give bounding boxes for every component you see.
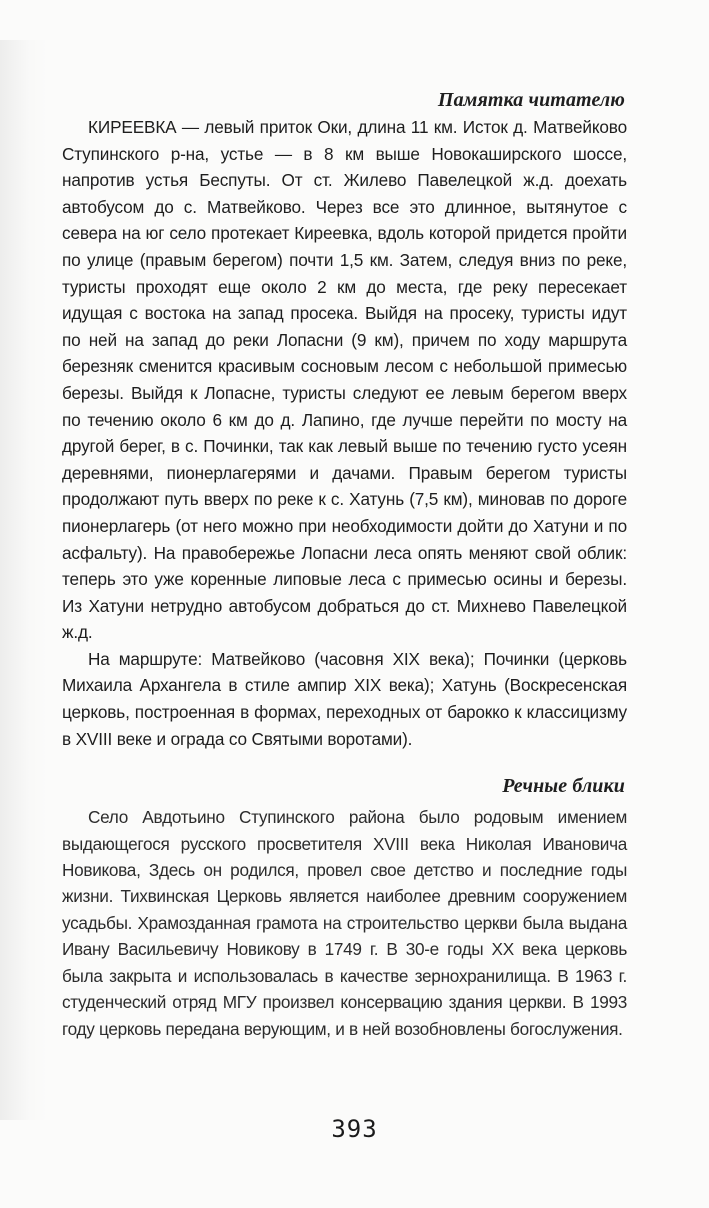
section-heading: Речные блики: [502, 775, 625, 798]
paragraph-route-sights: На маршруте: Матвейково (часовня XIX века); Починки (церковь Михаила Архангела в стиле ампир XIX века); Хатунь (Воскресенская церковь, построенная в формах, переходных от барокко к классицизму в XVIII веке и ограда со Святыми воротами).: [62, 648, 627, 749]
paragraph-avdotino: Село Авдотьино Ступинского района было родовым имением выдающегося русского просветителя XVIII века Николая Ивановича Новикова, Здесь он родился, провел свое детство и последние годы жизни. Тихвинская Церковь является наиболее древним сооружением усадьбы. Храмозданная грамота на строительство церкви была выдана Ивану Васильевичу Новикову в 1749 г. В 30-е годы XX века церковь была закрыта и использовалась в качестве зернохранилища. В 1963 г. студенческий отряд МГУ произвел консервацию здания церкви. В 1993 году церковь передана верующим, и в ней возобновлены богослужения.: [62, 807, 627, 1039]
page-number: 393: [331, 1115, 378, 1143]
section-reader-memo: [62, 86, 627, 752]
section-river-glints: [62, 772, 627, 1042]
section-heading: Памятка читателю: [437, 89, 625, 111]
page-gutter-bleed: [0, 40, 48, 1120]
page-content: [62, 86, 627, 1042]
paragraph-kireevka: КИРЕЕВКА — левый приток Оки, длина 11 км. Исток д. Матвейково Ступинского р-на, устье — в 8 км выше Новокаширского шоссе, напротив устья Беспуты. От ст. Жилево Павелецкой ж.д. доехать автобусом до с. Матвейково. Через все это длинное, вытянутое с севера на юг село протекает Киреевка, вдоль которой придется пройти по улице (правым берегом) почти 1,5 км. Затем, следуя вниз по реке, туристы проходят еще около 2 км до места, где реку пересекает идущая с востока на запад просека. Выйдя на просеку, туристы идут по ней на запад до реки Лопасни (9 км), причем по ходу маршрута березняк сменится красивым сосновым лесом с небольшой примесью березы. Выйдя к Лопасне, туристы следуют ее левым берегом вверх по течению около 6 км до д. Лапино, где лучше перейти по мосту на другой берег, в с. Починки, так как левый выше по течению густо усеян деревнями, пионерлагерями и дачами. Правым берегом туристы продолжают путь вверх по реке к с. Хатунь (7,5 км), миновав по дороге пионерлагерь (от него можно при необходимости дойти до Хатуни и по асфальту). На правобережье Лопасни леса опять меняют свой облик: теперь это уже коренные липовые леса с примесью осины и березы. Из Хатуни нетрудно автобусом добраться до ст. Михнево Павелецкой ж.д.: [62, 117, 627, 643]
